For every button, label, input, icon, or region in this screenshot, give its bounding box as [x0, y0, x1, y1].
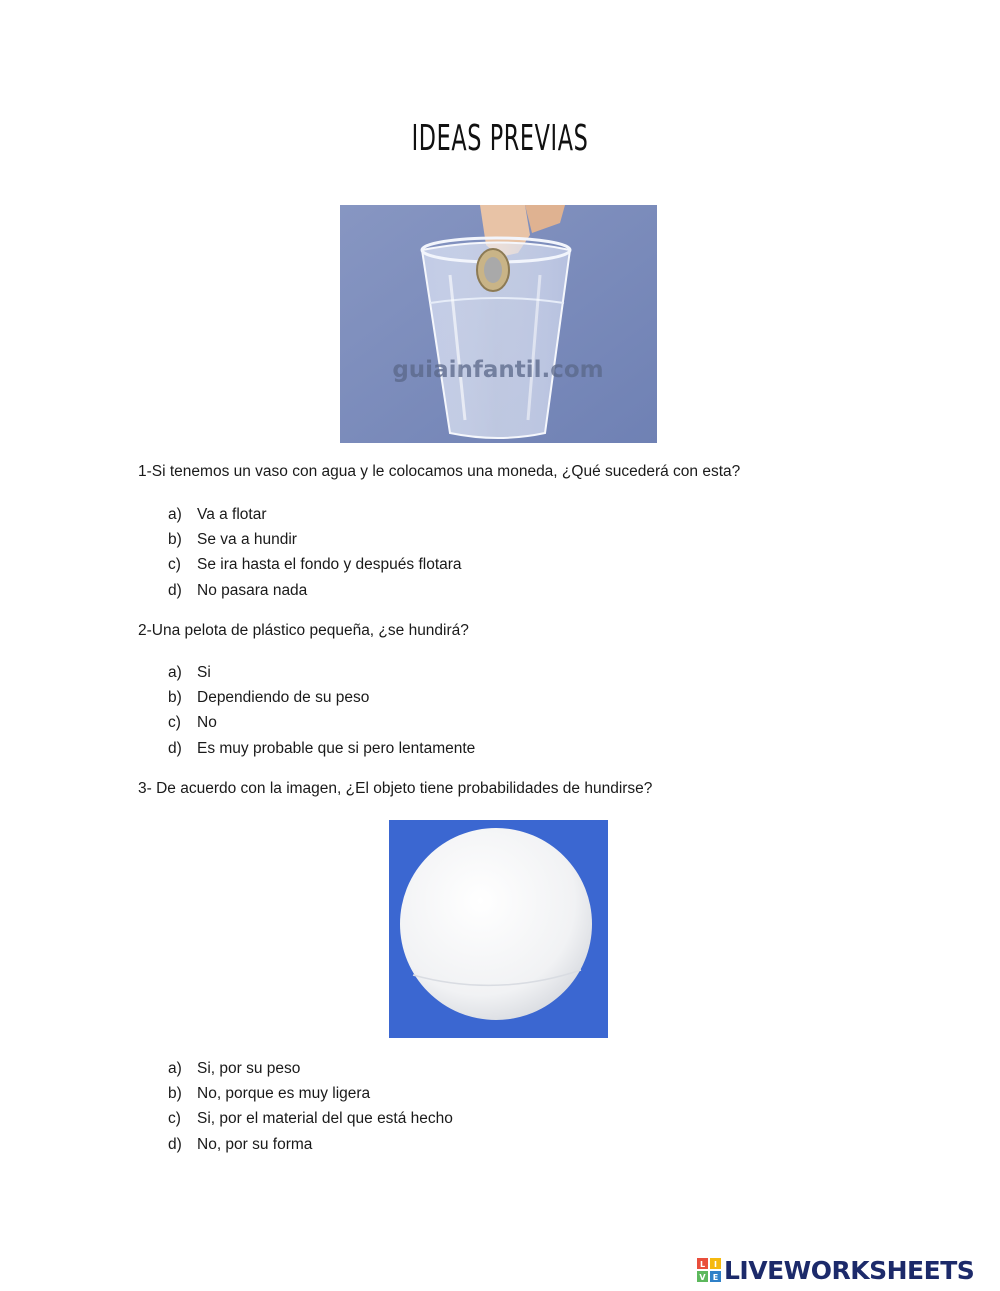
option-letter: b)	[168, 688, 182, 706]
option-text: Se va a hundir	[197, 530, 297, 548]
option-2c[interactable]	[168, 711, 475, 736]
option-letter: a)	[168, 1059, 182, 1077]
question-2-text: 2-Una pelota de plástico pequeña, ¿se hundirá?	[138, 622, 469, 639]
option-3d[interactable]	[168, 1132, 453, 1157]
option-text: Dependiendo de su peso	[197, 688, 370, 706]
logo-cube-letter: L	[699, 1260, 706, 1269]
option-letter: c)	[168, 714, 181, 732]
option-letter: c)	[168, 1110, 181, 1128]
logo-text: LIVEWORKSHEETS	[724, 1255, 975, 1285]
option-letter: c)	[168, 556, 181, 574]
option-letter: a)	[168, 505, 182, 523]
option-text: Si, por su peso	[197, 1059, 301, 1077]
option-letter: a)	[168, 663, 182, 681]
page-title: IDEAS PREVIAS	[411, 118, 589, 159]
option-letter: b)	[168, 530, 182, 548]
question-3-options	[168, 1056, 453, 1157]
option-text: No, por su forma	[197, 1135, 313, 1153]
option-3a[interactable]	[168, 1056, 453, 1081]
option-2b[interactable]	[168, 685, 475, 710]
option-1a[interactable]	[168, 502, 462, 527]
question-1-options	[168, 502, 462, 603]
option-letter: d)	[168, 1135, 182, 1153]
option-2a[interactable]	[168, 660, 475, 685]
option-text: Si, por el material del que está hecho	[197, 1110, 453, 1128]
option-text: Es muy probable que si pero lentamente	[197, 739, 476, 757]
option-letter: b)	[168, 1084, 182, 1102]
option-1c[interactable]	[168, 553, 462, 578]
option-1b[interactable]	[168, 527, 462, 552]
option-text: Se ira hasta el fondo y después flotara	[197, 556, 462, 574]
option-text: Va a flotar	[197, 505, 267, 523]
logo-cubes-icon	[697, 1258, 721, 1282]
question-1-text: 1-Si tenemos un vaso con agua y le colocamos una moneda, ¿Qué sucederá con esta?	[138, 463, 741, 480]
logo-cube-letter: E	[712, 1273, 719, 1282]
option-text: No, porque es muy ligera	[197, 1084, 371, 1102]
option-letter: d)	[168, 581, 182, 599]
question-3-text: 3- De acuerdo con la imagen, ¿El objeto tiene probabilidades de hundirse?	[138, 780, 653, 797]
option-3b[interactable]	[168, 1081, 453, 1106]
option-text: Si	[197, 663, 211, 681]
logo-cube-letter: I	[714, 1260, 717, 1269]
question-2-options	[168, 660, 475, 761]
option-2d[interactable]	[168, 736, 475, 761]
option-letter: d)	[168, 739, 182, 757]
logo-cube-letter: V	[699, 1273, 706, 1282]
option-text: No pasara nada	[197, 581, 308, 599]
option-text: No	[197, 714, 217, 732]
option-1d[interactable]	[168, 578, 462, 603]
liveworksheets-logo	[697, 1255, 974, 1285]
option-3c[interactable]	[168, 1107, 453, 1132]
styrofoam-ball-image	[389, 820, 608, 1038]
glass-with-coin-image	[340, 205, 657, 443]
glass-watermark: guiainfantil.com	[392, 357, 604, 383]
